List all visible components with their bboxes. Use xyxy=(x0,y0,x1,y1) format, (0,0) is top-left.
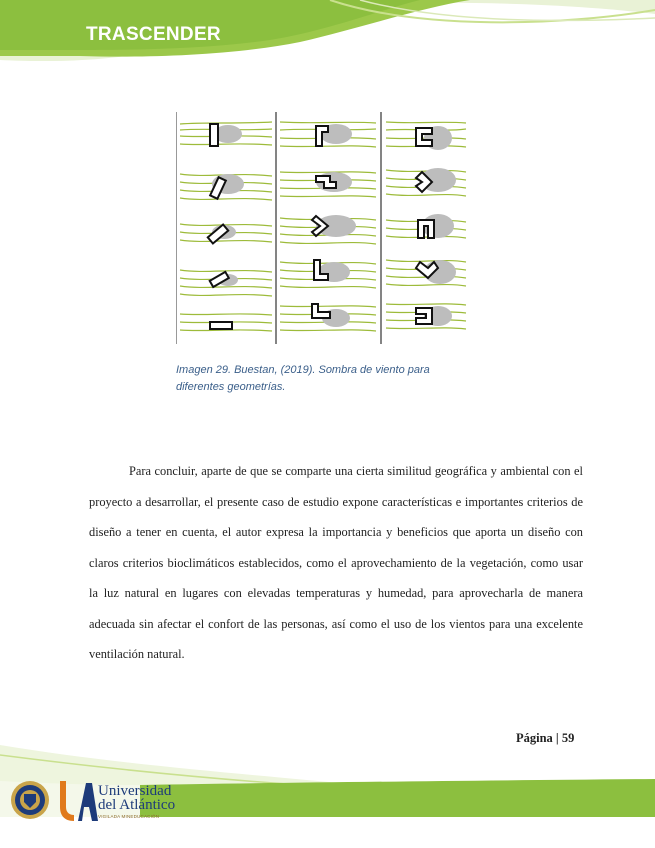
body-text xyxy=(89,456,583,670)
logo-line-2: del Atlántico xyxy=(98,797,176,813)
body-paragraph: Para concluir, aparte de que se comparte una cierta similitud geográfica y ambiental con el proyecto a desarrollar, el presente caso de estudio expone características e importantes criterios de diseño a tener en cuenta, el autor expresa la importancia y beneficios que aporta un diseño con claros criterios bioclimáticos establecidos, como el aprovechamiento de la vegetación, como usar la luz natural en lugares con elevadas temperaturas y humedad, para aprovecharla de manera adecuada sin afectar el confort de las personas, así como el uso de los vientos para una excelente ventilación natural. xyxy=(89,464,583,661)
university-seal-icon xyxy=(10,780,50,820)
university-logo-text xyxy=(98,784,175,819)
caption-line-2: diferentes geometrías. xyxy=(176,381,286,393)
figure-caption xyxy=(176,362,476,396)
logo-line-1: Universidad xyxy=(98,783,172,799)
ua-logo-icon xyxy=(56,777,98,823)
page-number: Página | 59 xyxy=(516,731,575,745)
caption-line-1: Imagen 29. Buestan, (2019). Sombra de viento para xyxy=(176,364,430,376)
header-title: TRASCENDER xyxy=(86,24,221,45)
logo-subtitle: VIGILADA MINEDUCACIÓN xyxy=(98,814,160,819)
wind-shadow-figure xyxy=(176,112,468,344)
